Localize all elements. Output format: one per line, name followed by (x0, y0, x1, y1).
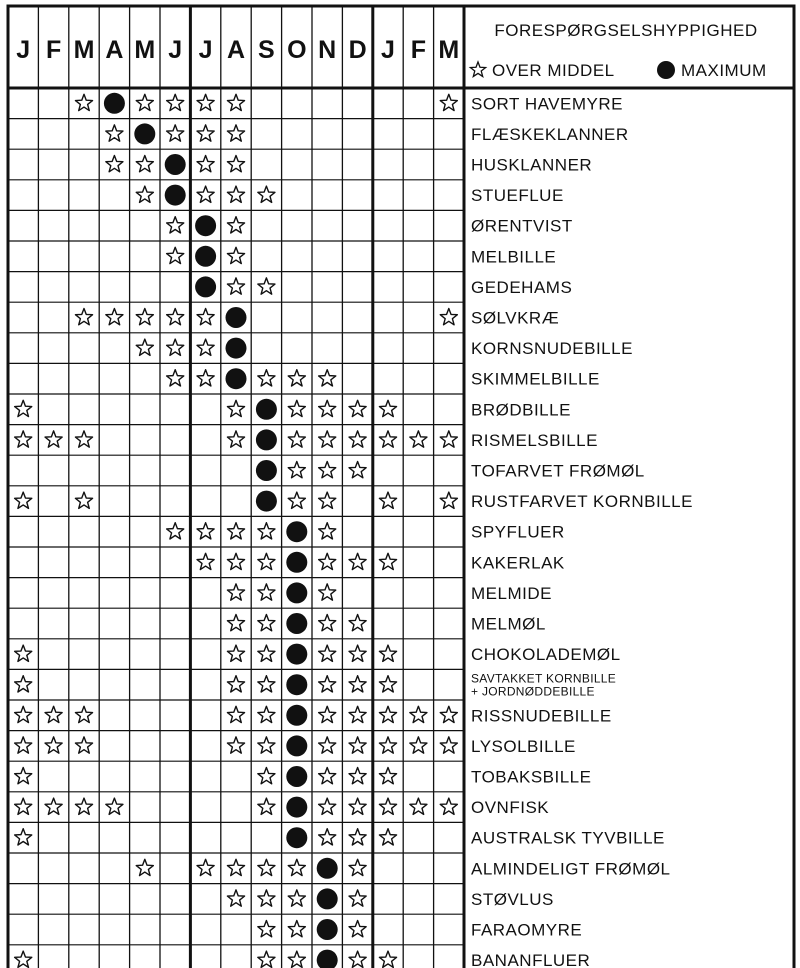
star-mark (319, 462, 336, 478)
star-mark (15, 829, 32, 845)
star-mark (227, 890, 244, 906)
maximum-dot (286, 735, 307, 756)
star-mark (197, 859, 214, 875)
row-label: AUSTRALSK TYVBILLE (471, 828, 665, 848)
star-mark (258, 859, 275, 875)
star-mark (258, 645, 275, 661)
maximum-dot (286, 705, 307, 726)
star-mark (15, 737, 32, 753)
star-mark (349, 706, 366, 722)
row-label: KAKERLAK (471, 553, 565, 573)
maximum-dot (226, 368, 247, 389)
star-mark (440, 492, 457, 508)
month-label: J (16, 36, 31, 64)
table-row (15, 399, 571, 420)
star-mark (288, 431, 305, 447)
table-row (15, 644, 621, 665)
star-mark (379, 768, 396, 784)
star-mark (349, 553, 366, 569)
star-mark (227, 706, 244, 722)
star-mark (379, 737, 396, 753)
star-mark (167, 125, 184, 141)
month-label: F (410, 36, 427, 64)
star-mark (227, 859, 244, 875)
maximum-dot (317, 858, 338, 879)
star-mark (349, 859, 366, 875)
star-mark (258, 676, 275, 692)
star-mark (258, 768, 275, 784)
star-mark (288, 921, 305, 937)
star-mark (136, 309, 153, 325)
row-label: RISMELSBILLE (471, 430, 598, 450)
table-row (258, 919, 582, 940)
table-row (15, 766, 592, 787)
star-mark (15, 400, 32, 416)
maximum-dot (256, 399, 277, 420)
star-mark (197, 309, 214, 325)
star-mark (319, 798, 336, 814)
table-row (167, 521, 565, 542)
row-label: SORT HAVEMYRE (471, 94, 623, 114)
grid (8, 6, 794, 968)
star-mark (288, 462, 305, 478)
table-row (15, 827, 665, 848)
star-mark (349, 431, 366, 447)
star-mark (379, 951, 396, 967)
star-mark (319, 492, 336, 508)
table-row (75, 93, 623, 114)
star-mark (379, 676, 396, 692)
star-mark (75, 706, 92, 722)
star-mark (258, 186, 275, 202)
maximum-dot (104, 93, 125, 114)
star-mark (167, 94, 184, 110)
row-label: HUSKLANNER (471, 155, 593, 175)
star-mark (197, 125, 214, 141)
month-label: O (287, 36, 307, 64)
star-mark (288, 400, 305, 416)
star-mark (106, 309, 123, 325)
table-row (227, 888, 553, 909)
star-mark (319, 553, 336, 569)
star-mark (440, 737, 457, 753)
maximum-dot (317, 888, 338, 909)
star-mark (75, 492, 92, 508)
star-mark (167, 370, 184, 386)
star-mark (136, 339, 153, 355)
star-mark (349, 768, 366, 784)
star-mark (319, 400, 336, 416)
star-mark (319, 829, 336, 845)
star-mark (15, 492, 32, 508)
star-mark (258, 523, 275, 539)
star-mark (349, 829, 366, 845)
outer-frame (8, 6, 794, 968)
row-label: OVNFISK (471, 798, 550, 818)
table-row (197, 552, 565, 573)
table-row (136, 185, 564, 206)
star-mark (319, 737, 336, 753)
month-label: M (73, 36, 95, 64)
row-label-line2: + JORDNØDDEBILLE (471, 684, 595, 699)
star-mark (227, 676, 244, 692)
maximum-dot (317, 919, 338, 940)
table-row (256, 460, 645, 481)
maximum-dot (226, 338, 247, 359)
table-row (167, 215, 573, 236)
maximum-dot (286, 797, 307, 818)
star-mark (167, 247, 184, 263)
star-mark (379, 706, 396, 722)
star-mark (349, 890, 366, 906)
star-mark (379, 553, 396, 569)
star-mark (349, 400, 366, 416)
star-mark (167, 217, 184, 233)
star-mark (319, 370, 336, 386)
star-mark (319, 768, 336, 784)
star-mark (258, 798, 275, 814)
star-mark (227, 523, 244, 539)
row-label: TOFARVET FRØMØL (471, 461, 645, 481)
table-row (15, 705, 612, 726)
maximum-dot (134, 123, 155, 144)
table-row (136, 338, 633, 359)
star-mark (319, 645, 336, 661)
star-mark (136, 186, 153, 202)
star-mark (45, 706, 62, 722)
maximum-dot (165, 154, 186, 175)
star-mark (349, 798, 366, 814)
star-mark (258, 737, 275, 753)
row-label: STØVLUS (471, 889, 554, 909)
row-label: MELBILLE (471, 247, 557, 267)
row-label: RUSTFARVET KORNBILLE (471, 492, 693, 512)
star-mark (227, 737, 244, 753)
legend-star-label: OVER MIDDEL (492, 61, 615, 80)
row-label: TOBAKSBILLE (471, 767, 592, 787)
star-mark (227, 186, 244, 202)
legend-star-icon (470, 62, 485, 76)
star-mark (349, 615, 366, 631)
star-mark (15, 768, 32, 784)
maximum-dot (286, 552, 307, 573)
row-label: KORNSNUDEBILLE (471, 339, 633, 359)
star-mark (410, 706, 427, 722)
star-mark (379, 492, 396, 508)
star-mark (379, 829, 396, 845)
maximum-dot (286, 644, 307, 665)
legend-dot-label: MAXIMUM (681, 61, 767, 80)
star-mark (227, 217, 244, 233)
star-mark (227, 553, 244, 569)
star-mark (136, 859, 153, 875)
star-mark (136, 94, 153, 110)
maximum-dot (195, 276, 216, 297)
star-mark (410, 431, 427, 447)
maximum-dot (256, 491, 277, 512)
row-label: SPYFLUER (471, 522, 565, 542)
star-mark (319, 431, 336, 447)
star-mark (167, 309, 184, 325)
maximum-dot (286, 827, 307, 848)
star-mark (258, 278, 275, 294)
star-mark (288, 859, 305, 875)
table-row (106, 123, 629, 144)
star-mark (319, 523, 336, 539)
maximum-dot (286, 674, 307, 695)
month-label: J (381, 36, 395, 64)
row-label: SKIMMELBILLE (471, 369, 600, 389)
table-row (15, 429, 598, 450)
row-label: SAVTAKKET KORNBILLE (471, 671, 617, 686)
star-mark (440, 309, 457, 325)
star-mark (227, 125, 244, 141)
star-mark (227, 584, 244, 600)
star-mark (227, 615, 244, 631)
month-label: N (318, 36, 337, 64)
star-mark (75, 309, 92, 325)
row-label: LYSOLBILLE (471, 736, 576, 756)
star-mark (258, 921, 275, 937)
star-mark (197, 553, 214, 569)
star-mark (197, 339, 214, 355)
maximum-dot (286, 766, 307, 787)
star-mark (410, 798, 427, 814)
star-mark (440, 798, 457, 814)
star-mark (15, 676, 32, 692)
rows (15, 93, 693, 968)
row-label: MELMIDE (471, 583, 552, 603)
maximum-dot (317, 950, 338, 968)
table-row (15, 672, 616, 699)
row-label: ALMINDELIGT FRØMØL (471, 859, 671, 879)
star-mark (349, 462, 366, 478)
star-mark (227, 94, 244, 110)
star-mark (349, 921, 366, 937)
star-mark (227, 156, 244, 172)
star-mark (379, 431, 396, 447)
legend-dot-icon (657, 61, 675, 79)
star-mark (319, 676, 336, 692)
star-mark (106, 156, 123, 172)
star-mark (379, 645, 396, 661)
row-label: ØRENTVIST (471, 216, 573, 236)
maximum-dot (256, 429, 277, 450)
table-row (167, 246, 557, 267)
table-row (15, 950, 591, 968)
row-label: FARAOMYRE (471, 920, 583, 940)
star-mark (258, 553, 275, 569)
month-label: A (105, 36, 124, 64)
star-mark (379, 798, 396, 814)
star-mark (227, 431, 244, 447)
star-mark (349, 737, 366, 753)
star-mark (75, 431, 92, 447)
star-mark (45, 798, 62, 814)
star-mark (227, 400, 244, 416)
maximum-dot (286, 582, 307, 603)
star-mark (379, 400, 396, 416)
star-mark (227, 278, 244, 294)
row-label: SØLVKRÆ (471, 308, 560, 328)
star-mark (15, 798, 32, 814)
star-mark (106, 125, 123, 141)
star-mark (197, 94, 214, 110)
maximum-dot (165, 185, 186, 206)
star-mark (227, 645, 244, 661)
month-label: D (348, 36, 367, 64)
star-mark (227, 247, 244, 263)
table-row (167, 368, 600, 389)
star-mark (319, 615, 336, 631)
star-mark (15, 645, 32, 661)
star-mark (258, 951, 275, 967)
star-mark (15, 706, 32, 722)
star-mark (167, 523, 184, 539)
star-mark (440, 706, 457, 722)
month-label: J (168, 36, 183, 64)
star-mark (75, 737, 92, 753)
month-label: M (134, 36, 156, 64)
star-mark (349, 951, 366, 967)
star-mark (136, 156, 153, 172)
star-mark (75, 798, 92, 814)
maximum-dot (256, 460, 277, 481)
table-row (75, 307, 559, 328)
chart-title: FORESPØRGSELSHYPPIGHED (494, 21, 758, 40)
star-mark (258, 890, 275, 906)
row-label: BANANFLUER (471, 951, 591, 968)
row-label: FLÆSKEKLANNER (471, 124, 629, 144)
legend (470, 21, 766, 80)
star-mark (288, 492, 305, 508)
row-label: CHOKOLADEMØL (471, 645, 621, 665)
star-mark (197, 156, 214, 172)
maximum-dot (195, 215, 216, 236)
table-row (227, 582, 552, 603)
star-mark (288, 890, 305, 906)
star-mark (258, 370, 275, 386)
maximum-dot (226, 307, 247, 328)
table-row (227, 613, 545, 634)
maximum-dot (286, 521, 307, 542)
maximum-dot (286, 613, 307, 634)
month-label: F (45, 36, 62, 64)
star-mark (197, 370, 214, 386)
star-mark (167, 339, 184, 355)
star-mark (258, 706, 275, 722)
month-label: A (226, 36, 246, 64)
month-label: S (258, 36, 275, 64)
row-label: GEDEHAMS (471, 277, 573, 297)
star-mark (288, 370, 305, 386)
star-mark (349, 645, 366, 661)
star-mark (440, 94, 457, 110)
month-headers (16, 36, 459, 64)
star-mark (15, 431, 32, 447)
star-mark (197, 186, 214, 202)
star-mark (45, 431, 62, 447)
star-mark (440, 431, 457, 447)
row-label: RISSNUDEBILLE (471, 706, 612, 726)
star-mark (349, 676, 366, 692)
row-label: BRØDBILLE (471, 400, 571, 420)
star-mark (258, 584, 275, 600)
star-mark (410, 737, 427, 753)
star-mark (45, 737, 62, 753)
row-label: STUEFLUE (471, 186, 564, 206)
row-label: MELMØL (471, 614, 546, 634)
star-mark (15, 951, 32, 967)
table-row (15, 491, 693, 512)
star-mark (197, 523, 214, 539)
table-row (106, 154, 592, 175)
maximum-dot (195, 246, 216, 267)
star-mark (319, 584, 336, 600)
star-mark (106, 798, 123, 814)
star-mark (319, 706, 336, 722)
star-mark (75, 94, 92, 110)
star-mark (288, 951, 305, 967)
star-mark (258, 615, 275, 631)
month-label: J (198, 36, 213, 64)
month-label: M (438, 36, 460, 64)
